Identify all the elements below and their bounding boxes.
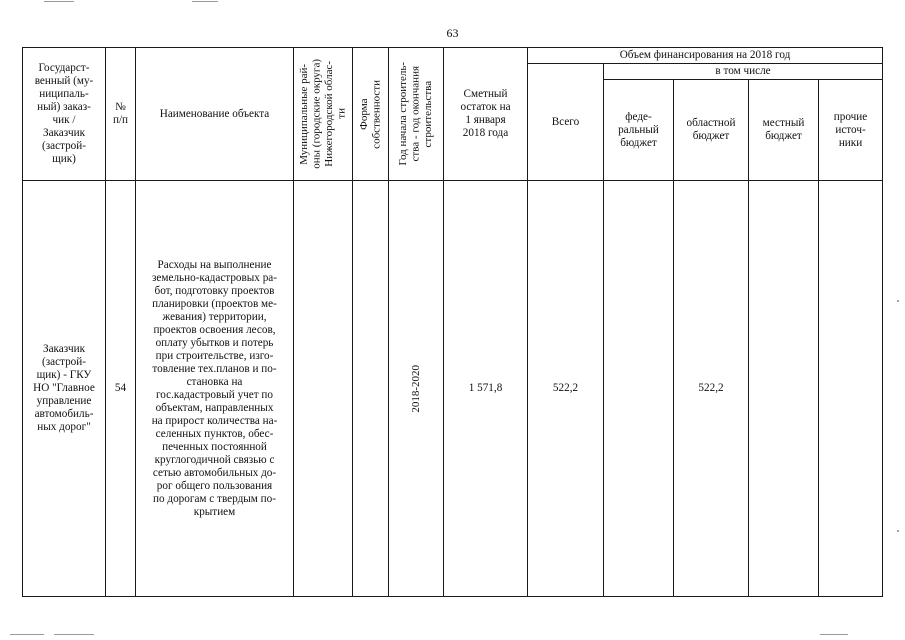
cell-customer: Заказчик (застрой- щик) - ГКУ НО "Главное управление автомобиль- ных дорог"	[23, 181, 106, 597]
cell-total: 522,2	[528, 181, 604, 597]
header-districts: Муниципальные рай- оны (городские округа) Нижегородской облас- ти	[298, 59, 348, 169]
scan-mark	[192, 1, 218, 2]
cell-districts	[294, 181, 353, 597]
cell-regional: 522,2	[674, 181, 749, 597]
header-financing-group: Объем финансирования на 2018 год	[528, 48, 883, 64]
header-ownership: Форма собственности	[358, 79, 383, 149]
cell-local	[749, 181, 819, 597]
scan-dot	[897, 300, 899, 302]
header-districts-cell	[294, 48, 353, 181]
cell-federal	[604, 181, 674, 597]
header-federal: феде- ральный бюджет	[604, 80, 674, 181]
header-regional: областной бюджет	[674, 80, 749, 181]
header-years-cell	[389, 48, 444, 181]
investment-program-table	[22, 47, 883, 597]
header-balance: Сметный остаток на 1 января 2018 года	[444, 48, 528, 181]
page-number: 63	[446, 26, 459, 40]
scan-mark	[54, 634, 94, 635]
cell-other	[819, 181, 883, 597]
header-other: прочие источ- ники	[819, 80, 883, 181]
cell-balance: 1 571,8	[444, 181, 528, 597]
header-number: № п/п	[106, 48, 136, 181]
scan-mark	[820, 634, 848, 635]
table-row	[23, 181, 883, 597]
header-total: Всего	[528, 64, 604, 181]
header-local: местный бюджет	[749, 80, 819, 181]
cell-years-cell	[389, 181, 444, 597]
header-ownership-cell	[353, 48, 389, 181]
scan-dot	[897, 530, 899, 532]
header-customer: Государст- венный (му- ниципаль- ный) заказ- чик / Заказчик (застрой- щик)	[23, 48, 106, 181]
header-row-1	[23, 48, 883, 64]
cell-years: 2018-2020	[409, 364, 422, 413]
header-including: в том числе	[604, 64, 883, 80]
scan-mark	[10, 634, 44, 635]
header-years: Год начала строитель- ства - год окончания строительства	[397, 62, 435, 166]
cell-object-name: Расходы на выполнение земельно-кадастровых ра- бот, подготовку проектов планировки (проектов ме- жевания) территории, проектов освоения лесов, оплату убытков и потерь при строительстве, изго- товление тех.планов и по- становка на гос.кадастровый учет по объектам, направленных на прирост количества на- селенных пунктов, обес- печенных постоянной круглогодичной связью с сетью автомобильных до- рог общего пользования по дорогам с твердым по- крытием	[136, 181, 294, 597]
cell-ownership	[353, 181, 389, 597]
cell-number: 54	[106, 181, 136, 597]
scan-mark	[44, 1, 74, 2]
header-object-name: Наименование объекта	[136, 48, 294, 181]
